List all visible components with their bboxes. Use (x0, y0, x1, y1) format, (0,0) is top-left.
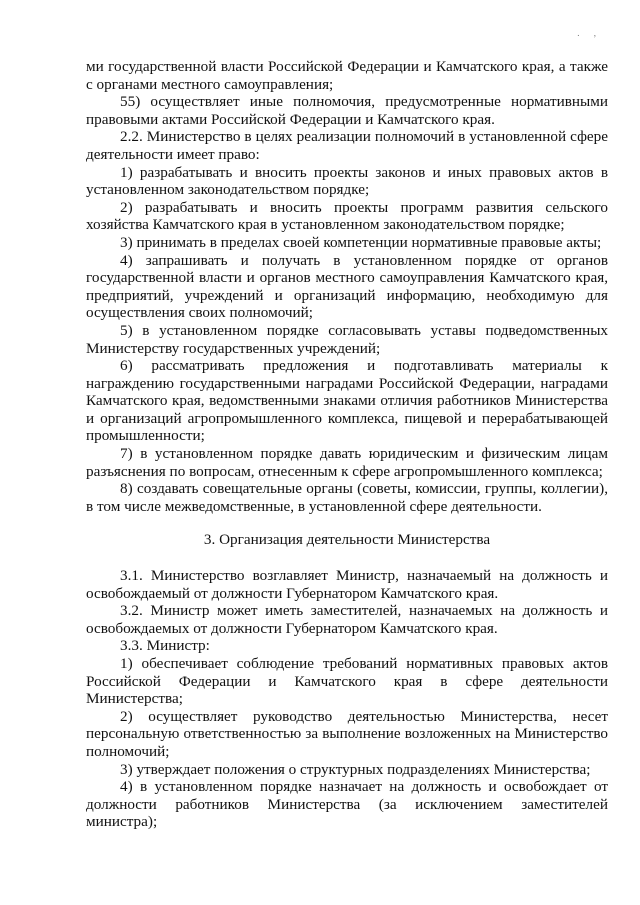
rights-item: 3) принимать в пределах своей компетенции нормативные правовые акты; (120, 233, 602, 251)
rights-item: 5) в установленном порядке согласовывать уставы подведомственных Министерству государственных учреждений; (86, 321, 608, 357)
item-55: 55) осуществляет иные полномочия, предусмотренные нормативными правовыми актами Российской Федерации и Камчатского края. (86, 93, 608, 128)
rights-item: 8) создавать совещательные органы (советы, комиссии, группы, коллегии), в том числе межведомственные, в установленной сфере деятельности. (86, 480, 608, 515)
intro-fragment: ми государственной власти Российской Федерации и Камчатского края, а также с органами местного самоуправления; (86, 58, 608, 93)
corner-mark: . , (577, 28, 602, 38)
clause-3-2: 3.2. Министр может иметь заместителей, назначаемых на должность и освобождаемых от должности Губернатором Камчатского края. (86, 602, 608, 637)
rights-item: 1) разрабатывать и вносить проекты законов и иных правовых актов в установленном законодательством порядке; (86, 163, 608, 199)
clause-2-2: 2.2. Министерство в целях реализации полномочий в установленной сфере деятельности имеет право: (86, 128, 608, 163)
minister-duty-item: 4) в установленном порядке назначает на должность и освобождает от должности работников Министерства (за исключением заместителей министра); (86, 778, 608, 831)
minister-duty-item: 2) осуществляет руководство деятельностью Министерства, несет персональную ответственностью за выполнение возложенных на Министерство полномочий; (86, 707, 608, 760)
rights-item: 2) разрабатывать и вносить проекты программ развития сельского хозяйства Камчатского края в установленном законодательством порядке; (86, 198, 608, 234)
clause-3-3: 3.3. Министр: (120, 637, 210, 655)
rights-item: 4) запрашивать и получать в установленном порядке от органов государственной власти и органов местного самоуправления Камчатского края, предприятий, учреждений и организаций информацию, необходимую для осуществления своих полномочий; (86, 251, 608, 322)
minister-duty-item: 3) утверждает положения о структурных подразделениях Министерства; (120, 760, 591, 778)
rights-item: 7) в установленном порядке давать юридическим и физическим лицам разъяснения по вопросам, отнесенным к сфере агропромышленного комплекса; (86, 445, 608, 480)
document-body (86, 58, 608, 831)
clause-3-1: 3.1. Министерство возглавляет Министр, назначаемый на должность и освобождаемый от должности Губернатором Камчатского края. (86, 567, 608, 602)
section-heading: 3. Организация деятельности Министерства (203, 531, 491, 549)
rights-item: 6) рассматривать предложения и подготавливать материалы к награждению государственными наградами Российской Федерации, наградами Камчатского края, ведомственными знаками отличия работников Министерства и организаций агропромышленного комплекса, пищевой и перерабатывающей промышленности; (86, 357, 608, 445)
minister-duty-item: 1) обеспечивает соблюдение требований нормативных правовых актов Российской Федерации и Камчатского края в сфере деятельности Министерства; (86, 655, 608, 708)
